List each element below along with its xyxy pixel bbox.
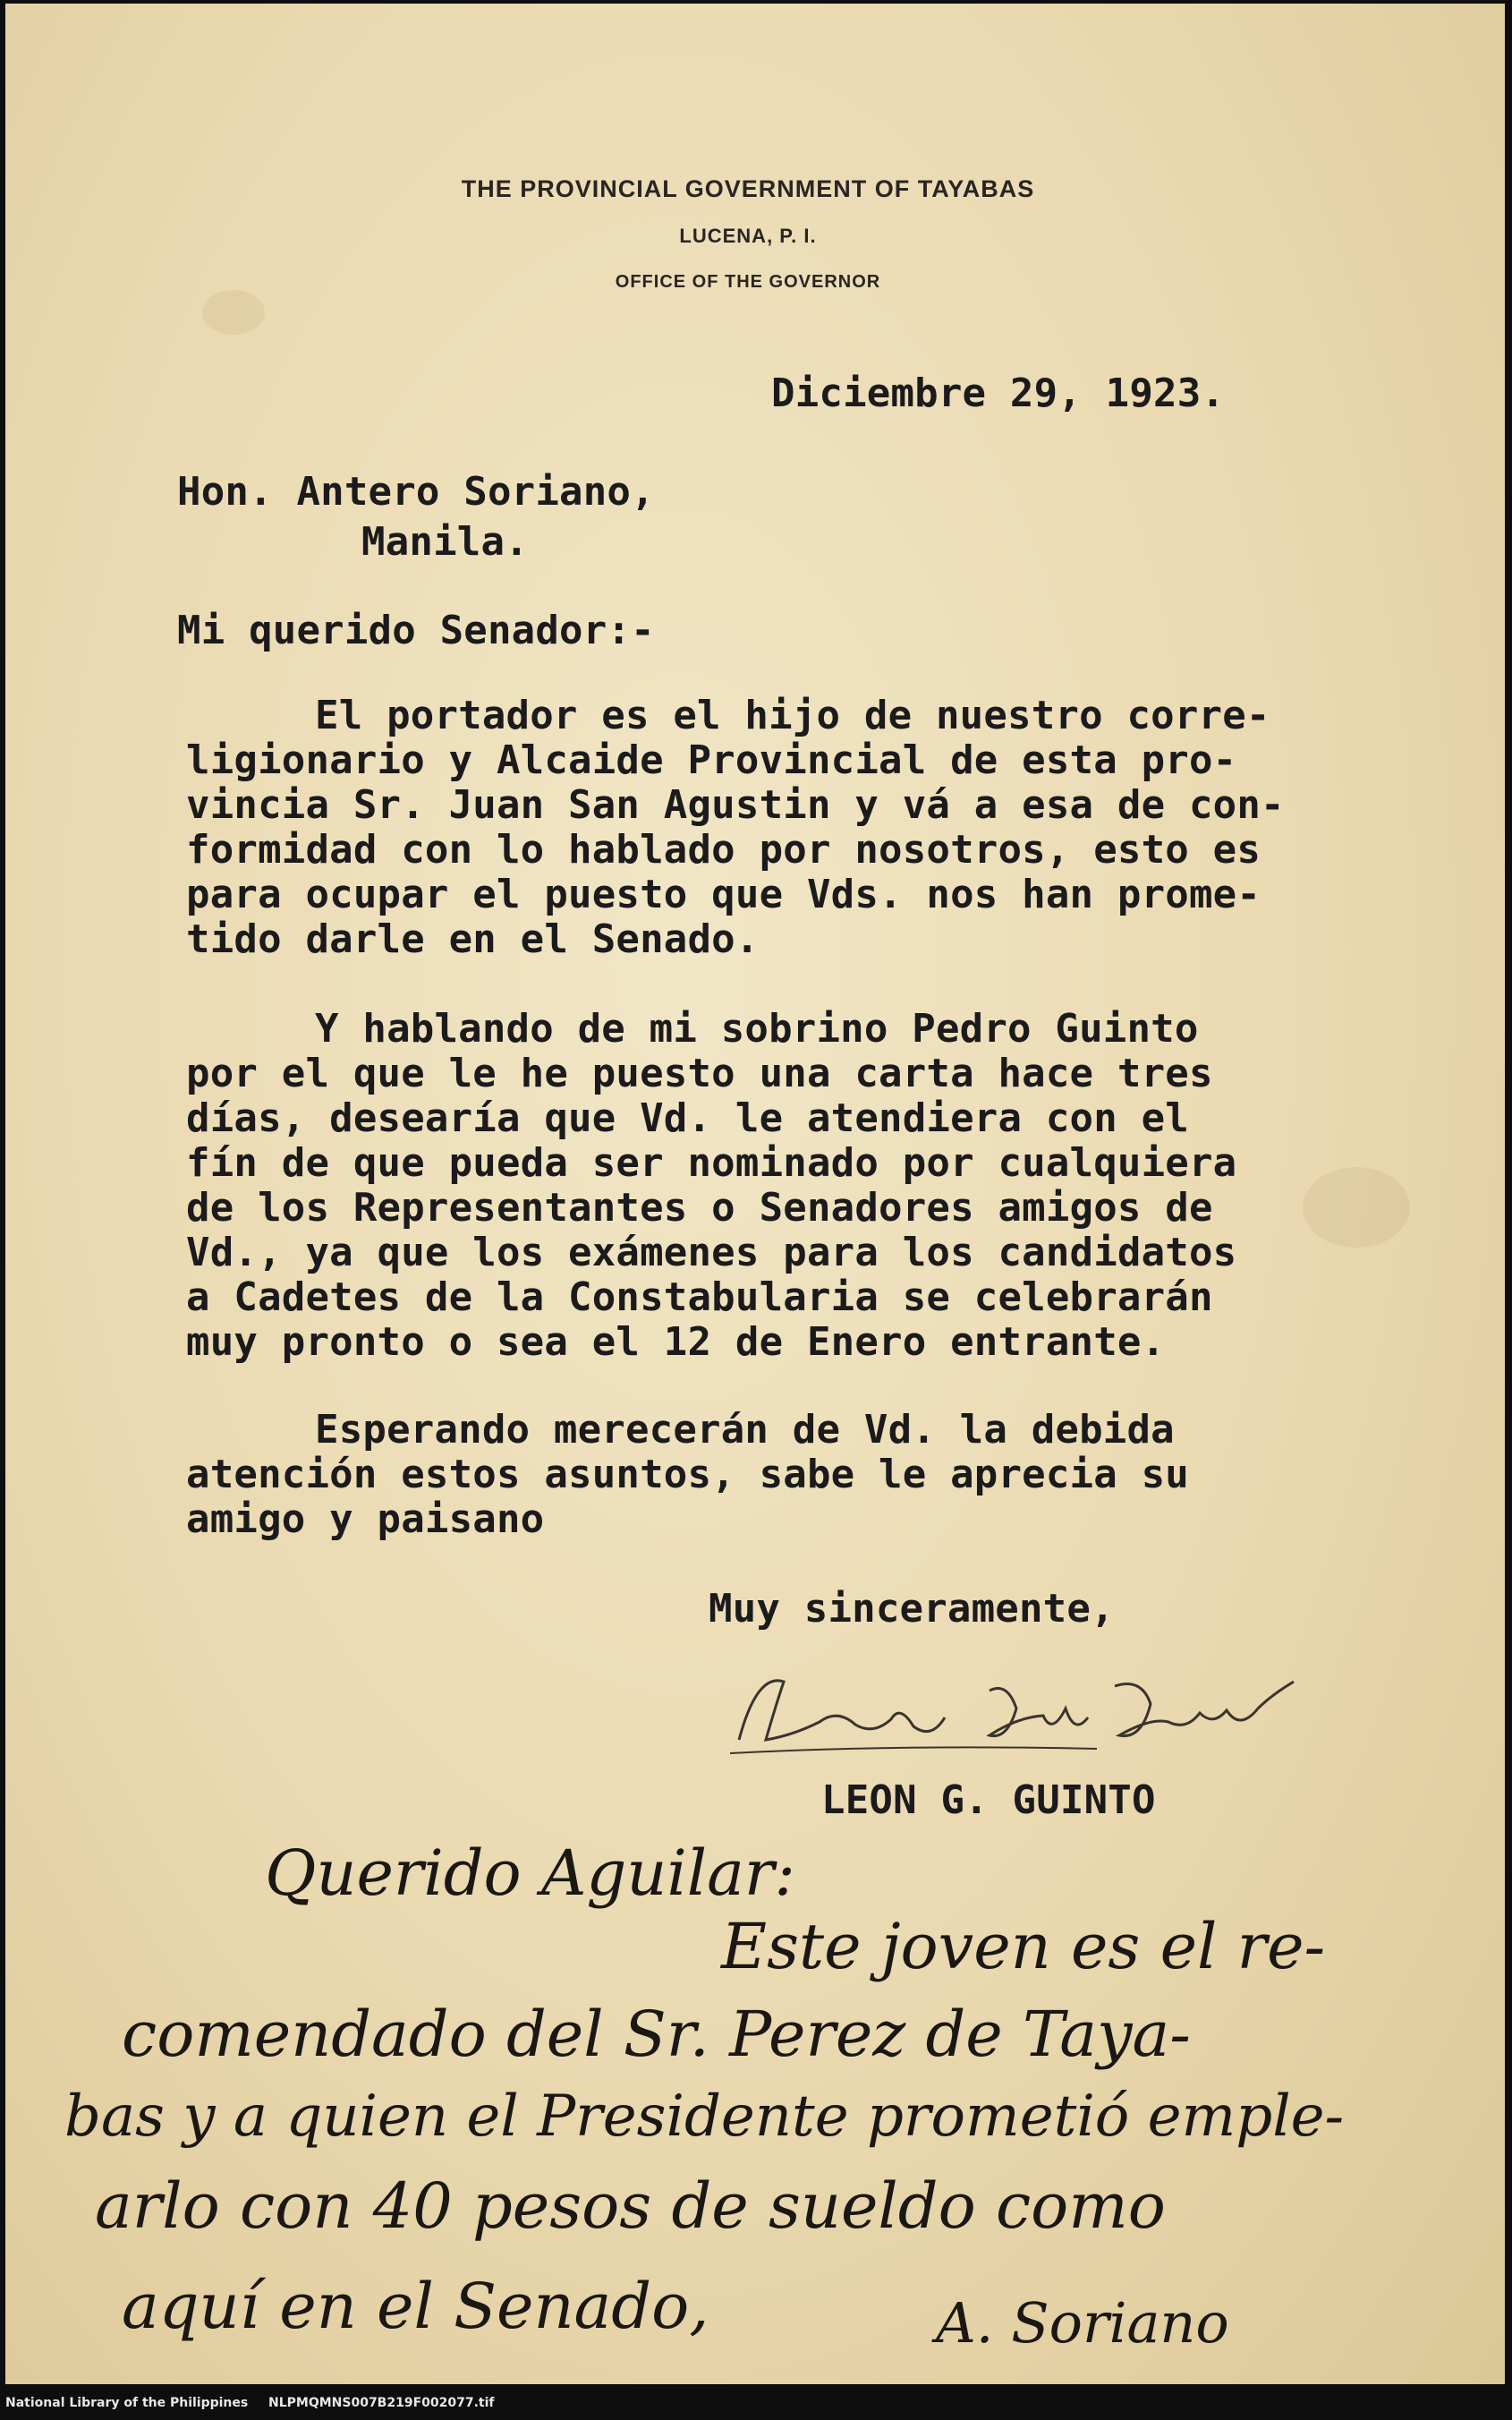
closing: Muy sinceramente, — [709, 1586, 1115, 1632]
paper-stain — [1303, 1167, 1410, 1248]
letter-date: Diciembre 29, 1923. — [771, 371, 1226, 416]
handwritten-line: A. Soriano — [936, 2290, 1229, 2356]
body-line: fín de que pueda ser nominado por cualquiera — [186, 1140, 1237, 1186]
letterhead-office: OFFICE OF THE GOVERNOR — [615, 272, 881, 292]
body-line: formidad con lo hablado por nosotros, esto es — [186, 827, 1261, 873]
body-line: muy pronto o sea el 12 de Enero entrante. — [186, 1319, 1166, 1365]
handwritten-line: Este joven es el re- — [721, 1910, 1326, 1983]
scan-footer — [0, 2388, 1512, 2420]
body-line: Vd., ya que los exámenes para los candidatos — [186, 1230, 1237, 1275]
body-line: Esperando merecerán de Vd. la debida — [315, 1407, 1175, 1453]
body-line: por el que le he puesto una carta hace tres — [186, 1051, 1213, 1096]
handwritten-line: aquí en el Senado, — [122, 2270, 709, 2343]
footer-institution: National Library of the Philippines — [5, 2396, 249, 2410]
paper-stain — [202, 290, 265, 335]
body-line: tido darle en el Senado. — [186, 916, 760, 962]
footer-filename: NLPMQMNS007B219F002077.tif — [268, 2396, 495, 2410]
body-line: amigo y paisano — [186, 1496, 545, 1542]
signer-name: LEON G. GUINTO — [821, 1777, 1156, 1823]
letterhead-city: LUCENA, P. I. — [679, 225, 817, 247]
handwritten-line: arlo con 40 pesos de sueldo como — [95, 2169, 1166, 2243]
body-line: para ocupar el puesto que Vds. nos han prome- — [186, 872, 1261, 917]
recipient-name: Hon. Antero Soriano, — [177, 469, 655, 515]
salutation: Mi querido Senador:- — [177, 608, 655, 653]
body-line: Y hablando de mi sobrino Pedro Guinto — [315, 1006, 1199, 1052]
body-line: ligionario y Alcaide Provincial de esta pro- — [186, 737, 1237, 783]
body-line: días, desearía que Vd. le atendiera con el — [186, 1095, 1189, 1141]
signature-image — [721, 1655, 1329, 1762]
body-line: a Cadetes de la Constabularia se celebrarán — [186, 1274, 1213, 1320]
body-line: atención estos asuntos, sabe le aprecia su — [186, 1452, 1189, 1497]
body-line: de los Representantes o Senadores amigos de — [186, 1185, 1213, 1231]
body-line: El portador es el hijo de nuestro corre- — [315, 693, 1270, 738]
handwritten-line: Querido Aguilar: — [265, 1836, 795, 1910]
recipient-city: Manila. — [361, 519, 529, 565]
letter-page — [5, 4, 1505, 2384]
body-line: vincia Sr. Juan San Agustin y vá a esa de con- — [186, 782, 1285, 828]
handwritten-line: comendado del Sr. Perez de Taya- — [122, 1998, 1191, 2071]
letterhead-title: THE PROVINCIAL GOVERNMENT OF TAYABAS — [461, 175, 1035, 202]
handwritten-line: bas y a quien el Presidente prometió emple- — [64, 2083, 1345, 2150]
